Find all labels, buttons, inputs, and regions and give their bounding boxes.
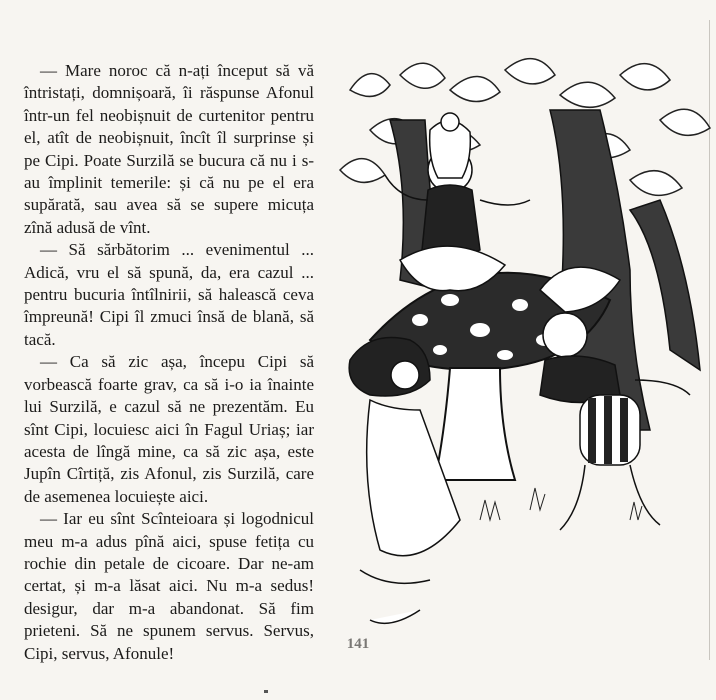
hedgehog-character xyxy=(349,338,460,624)
page-number: 141 xyxy=(346,636,370,652)
paragraph: — Să sărbătorim ... evenimentul ... Adică, vru el să spună, da, era cazul ... pentru bucuria întîlnirii, să halească ceva împreună! Cipi îl zmuci însă de blană, să tacă. xyxy=(24,240,314,349)
grass xyxy=(480,488,642,520)
paragraph: — Ca să zic așa, începu Cipi să vorbească foarte grav, ca să i-o ia înainte lui Surzilă, e cazul să ne prezentăm. Eu sînt Cipi, locuiesc aici în Fagul Uriaș; iar acesta de lîngă mine, ca să zic așa, este Jupîn Cîrtiță, zis Afonul, zis Surzilă, care de asemenea locuiește aici. xyxy=(24,352,314,506)
paragraph: — Mare noroc că n-ați început să vă întristați, domnișoară, îi răspunse Afonul într-un fel neobișnuit de curtenitor pentru el, atît de neobișnuit, încît îl surprinse și pe Cipi. Poate Surzilă se bucura că nu i s-au împlinit temerile: și că nu pe el era supărată, sau avea să se supere micuța zînă adusă de vînt. xyxy=(24,61,314,237)
scan-mark xyxy=(264,690,268,693)
text-column xyxy=(24,60,314,665)
forest-scene-illustration xyxy=(330,50,716,640)
paragraph: — Iar eu sînt Scînteioara și logodnicul meu m-a adus pînă aici, spuse fetița cu rochie din petale de cicoare. Dar ne-am certat, și m-a lăsat aici. Nu m-a sedus! desigur, dar m-a abandonat. Să fim prieteni. Să ne spunem servus. Servus, Cipi, servus, Afonule! xyxy=(24,509,314,663)
